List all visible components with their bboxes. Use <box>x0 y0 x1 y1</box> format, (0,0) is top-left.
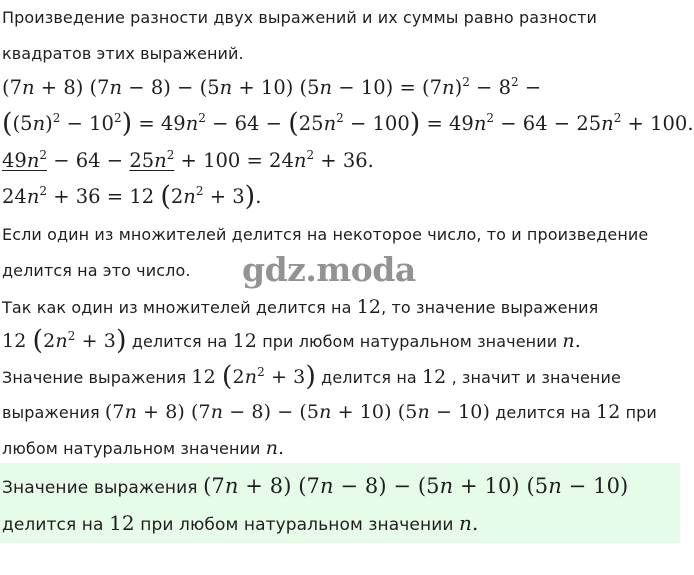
formula-line-3: $49n^2 - 64 - 25n^2 + 100 = 24n^2 + 36$. <box>2 148 374 172</box>
answer-line-2: делится на 12 при любом натуральном значении n. <box>2 511 479 535</box>
para4-line-2: выражения (7n + 8) (7n − 8) − (5n + 10) (5n − 10) делится на 12 при <box>2 401 657 423</box>
answer-line-1: Значение выражения (7n + 8) (7n − 8) − (5n + 10) (5n − 10) <box>2 474 629 498</box>
watermark: gdz.moda <box>242 250 416 289</box>
rule2-line-1: Если один из множителей делится на некоторое число, то и произведение <box>2 225 649 244</box>
para3-line-2: 12 $(2n^2 + 3)$ делится на 12 при любом натуральном значении n. <box>2 325 581 356</box>
formula-line-1: (7n + 8) (7n − 8) − (5n + 10) $(5n - 10) = (7n)^2 - 8^2$ − <box>2 75 542 99</box>
rule-line-2: квадратов этих выражений. <box>2 44 244 63</box>
para4-line-1: Значение выражения 12 $(2n^2 + 3)$ делится на 12 , значит и значение <box>2 361 621 392</box>
para4-line-3: любом натуральном значении n. <box>2 437 285 459</box>
formula-line-4: $24n^2 + 36 = 12$ $(2n^2 + 3)$. <box>2 181 262 212</box>
rule2-line-2: делится на это число. <box>2 261 191 280</box>
rule-line-1: Произведение разности двух выражений и их суммы равно разности <box>2 8 598 27</box>
para3-line-1: Так как один из множителей делится на 12, то значение выражения <box>2 296 599 318</box>
formula-line-2: $((5n)^2 - 10^2) = 49n^2 - 64 - (25n^2 - 100) = 49n^2 - 64 - 25n^2 + 100$. <box>2 108 694 139</box>
